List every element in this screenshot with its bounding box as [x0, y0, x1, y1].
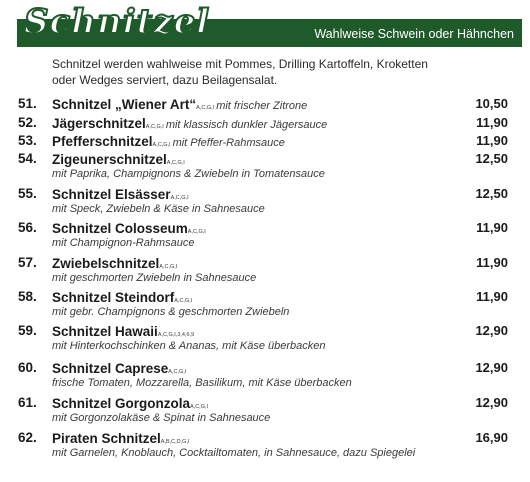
item-description: mit Champignon-Rahmsauce — [52, 237, 195, 249]
item-description: mit geschmorten Zwiebeln in Sahnesauce — [52, 272, 257, 284]
item-price: 10,50 — [475, 96, 508, 111]
item-price: 12,50 — [475, 151, 508, 166]
intro-text: Schnitzel werden wahlweise mit Pommes, Drilling Kartoffeln, Kroketten oder Wedges serviert, dazu Beilagensalat. — [52, 57, 428, 87]
item-name: Zwiebelschnitzel — [52, 256, 160, 271]
item-number: 53. — [18, 133, 37, 148]
item-description: mit Paprika, Champignons & Zwiebeln in Tomatensauce — [52, 168, 325, 180]
item-name: Schnitzel Hawaii — [52, 324, 158, 339]
item-description: mit Gorgonzolakäse & Spinat in Sahnesauce — [52, 412, 271, 424]
item-name: Jägerschnitzel — [52, 116, 146, 131]
item-title-line — [52, 323, 196, 341]
item-number: 54. — [18, 151, 37, 166]
item-title-line — [52, 289, 194, 307]
item-number: 62. — [18, 430, 37, 445]
item-title-line — [52, 220, 208, 238]
item-title-line — [52, 96, 307, 114]
item-number: 58. — [18, 289, 37, 304]
item-description: mit gebr. Champignons & geschmorten Zwiebeln — [52, 306, 290, 318]
item-price: 11,90 — [476, 115, 508, 130]
item-description: mit Hinterkochschinken & Ananas, mit Käse überbacken — [52, 340, 326, 352]
item-price: 12,90 — [475, 360, 508, 375]
item-description: mit Garnelen, Knoblauch, Cocktailtomaten, in Sahnesauce, dazu Spiegelei — [52, 447, 416, 459]
item-name: Schnitzel Elsässer — [52, 187, 171, 202]
item-name: Schnitzel Caprese — [52, 361, 169, 376]
item-allergens: A,B,C,D,G,I — [160, 439, 190, 445]
section-subtitle: Wahlweise Schwein oder Hähnchen — [314, 27, 514, 41]
item-allergens: A,C,G,I — [159, 264, 178, 270]
item-name: Piraten Schnitzel — [52, 431, 161, 446]
item-title-line — [52, 255, 179, 273]
item-number: 61. — [18, 395, 37, 410]
item-allergens: A,C,G,I — [152, 142, 171, 148]
item-allergens: A,C,G,I — [174, 298, 193, 304]
section-header — [0, 0, 530, 50]
item-name: Pfefferschnitzel — [52, 134, 153, 149]
item-name: Zigeunerschnitzel — [52, 152, 167, 167]
item-number: 52. — [18, 115, 37, 130]
item-number: 55. — [18, 186, 37, 201]
item-allergens: A,C,G,I — [190, 404, 209, 410]
item-allergens: A,C,G,I — [168, 369, 187, 375]
item-name: Schnitzel Gorgonzola — [52, 396, 191, 411]
item-price: 16,90 — [475, 430, 508, 445]
item-price: 12,50 — [475, 186, 508, 201]
item-title-line — [52, 115, 327, 133]
item-price: 11,90 — [476, 220, 508, 235]
item-title-line — [52, 133, 285, 151]
item-price: 12,90 — [475, 323, 508, 338]
item-description: mit Speck, Zwiebeln & Käse in Sahnesauce — [52, 203, 265, 215]
item-name: Schnitzel Steindorf — [52, 290, 175, 305]
item-number: 60. — [18, 360, 37, 375]
item-title-line — [52, 186, 191, 204]
item-allergens: A,C,G,I,3,4,6,9 — [157, 332, 195, 338]
item-number: 59. — [18, 323, 37, 338]
item-number: 56. — [18, 220, 37, 235]
item-number: 51. — [18, 96, 37, 111]
item-description: mit klassisch dunkler Jägersauce — [165, 119, 328, 131]
item-title-line — [52, 430, 192, 448]
item-name: Schnitzel Colosseum — [52, 221, 188, 236]
item-title-line — [52, 395, 210, 413]
item-title-line — [52, 151, 187, 169]
item-description: mit Pfeffer-Rahmsauce — [172, 137, 285, 149]
item-number: 57. — [18, 255, 37, 270]
item-price: 11,90 — [476, 289, 508, 304]
item-allergens: A,C,G,I — [166, 160, 185, 166]
item-description: mit frischer Zitrone — [216, 100, 308, 112]
item-allergens: A,C,G,I — [170, 195, 189, 201]
item-price: 11,90 — [476, 133, 508, 148]
item-name: Schnitzel „Wiener Art“ — [52, 97, 197, 112]
item-price: 12,90 — [475, 395, 508, 410]
section-title: Schnitzel — [24, 2, 211, 42]
item-allergens: A,C,G,I — [187, 229, 206, 235]
item-allergens: A,C,G,I — [145, 124, 164, 130]
item-description: frische Tomaten, Mozzarella, Basilikum, mit Käse überbacken — [52, 377, 352, 389]
item-title-line — [52, 360, 188, 378]
item-price: 11,90 — [476, 255, 508, 270]
item-allergens: A,C,G,I — [196, 105, 215, 111]
